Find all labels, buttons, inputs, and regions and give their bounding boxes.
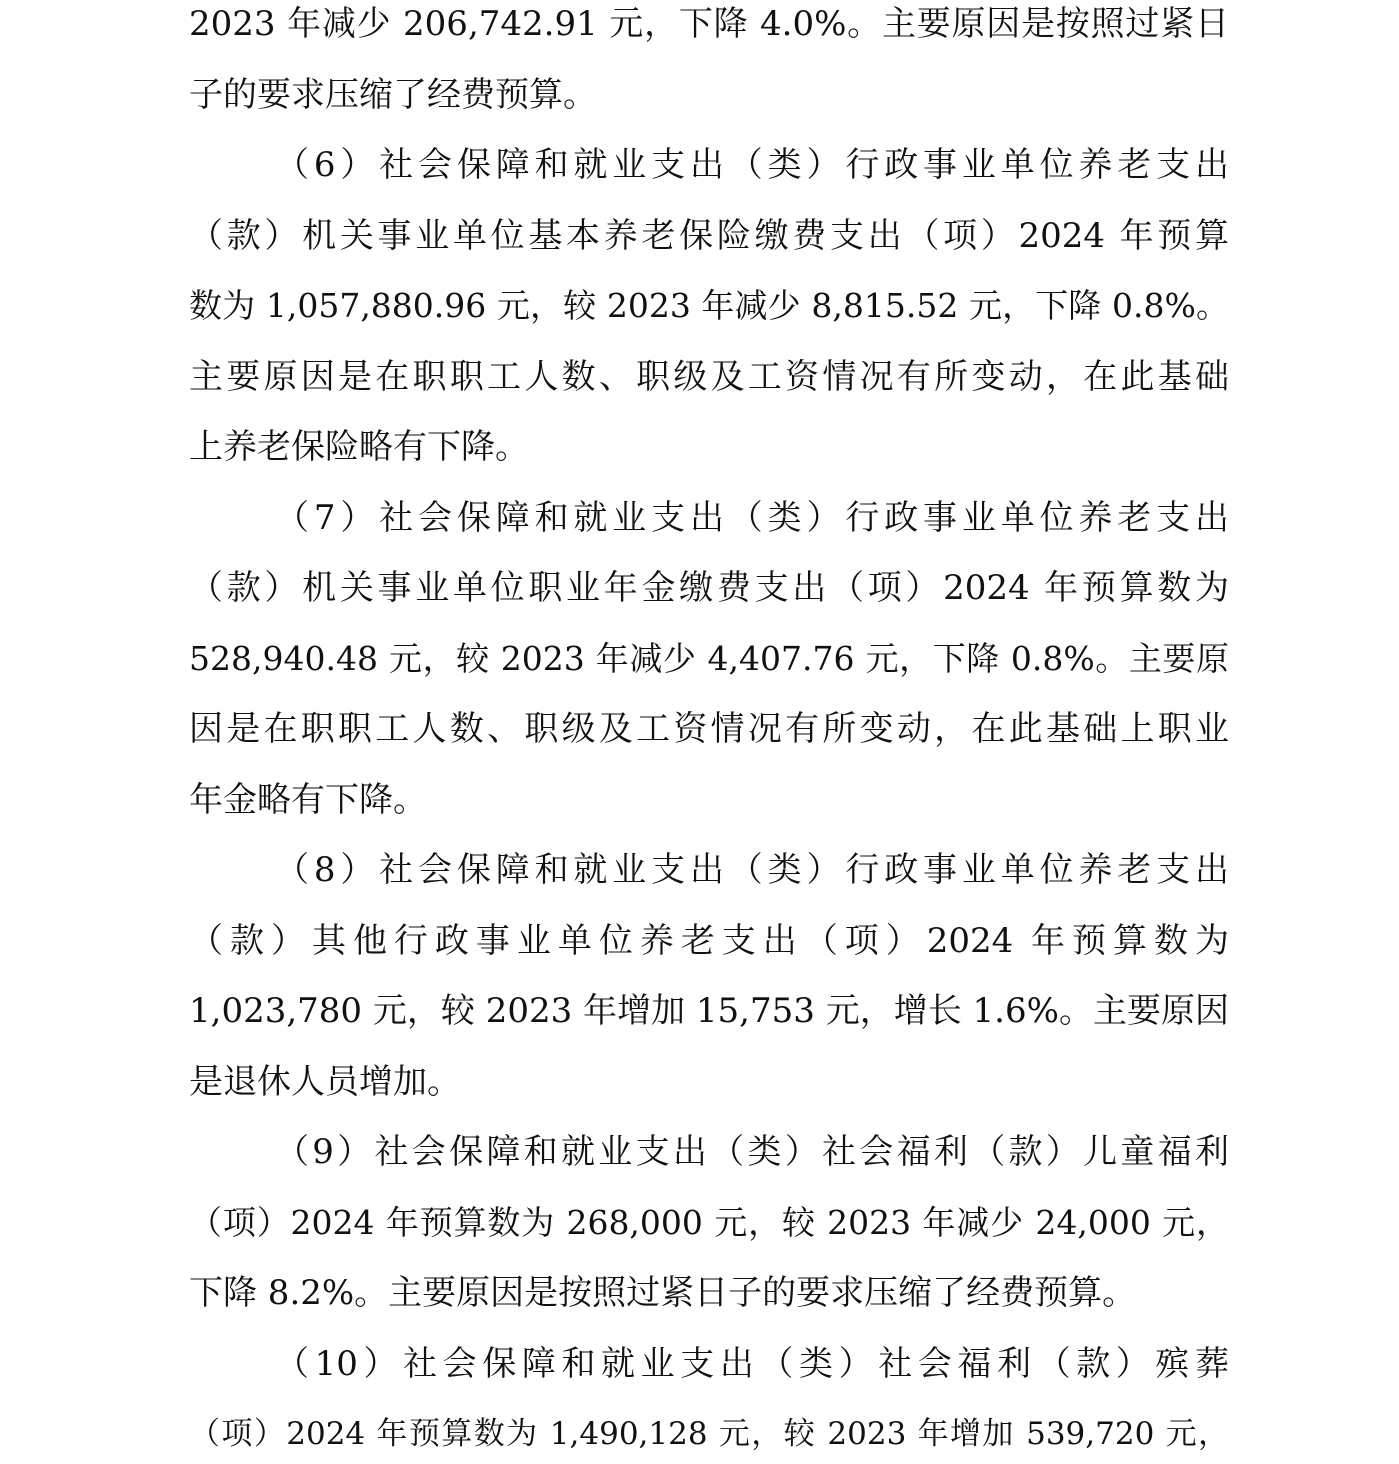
text-line-7: 上养老保险略有下降。	[189, 427, 529, 467]
text-line-19: 下降 8.2%。主要原因是按照过紧日子的要求压缩了经费预算。	[189, 1273, 1137, 1313]
text-line-18: （项）2024 年预算数为 268,000 元，较 2023 年减少 24,000 元，	[189, 1203, 1229, 1242]
text-line-4: （款）机关事业单位基本养老保险缴费支出（项）2024 年预算	[189, 216, 1229, 256]
paragraph-10-heading: （10）社会保障和就业支出（类）社会福利（款）殡葬	[275, 1344, 1229, 1384]
text-line-12: 年金略有下降。	[189, 780, 427, 820]
text-line-2: 子的要求压缩了经费预算。	[189, 75, 597, 115]
text-line-15: 1,023,780 元，较 2023 年增加 15,753 元，增长 1.6%。主要原因	[189, 991, 1229, 1031]
paragraph-7-heading: （7）社会保障和就业支出（类）行政事业单位养老支出	[275, 498, 1229, 538]
paragraph-6-heading: （6）社会保障和就业支出（类）行政事业单位养老支出	[275, 145, 1229, 185]
text-line-10: 528,940.48 元，较 2023 年减少 4,407.76 元，下降 0.8%。主要原	[189, 639, 1229, 678]
paragraph-9-heading: （9）社会保障和就业支出（类）社会福利（款）儿童福利	[275, 1132, 1229, 1172]
text-line-9: （款）机关事业单位职业年金缴费支出（项）2024 年预算数为	[189, 568, 1229, 608]
text-line-11: 因是在职职工人数、职级及工资情况有所变动，在此基础上职业	[189, 709, 1229, 749]
text-line-21: （项）2024 年预算数为 1,490,128 元，较 2023 年增加 539,720 元，	[189, 1416, 1229, 1452]
text-line-5: 数为 1,057,880.96 元，较 2023 年减少 8,815.52 元，下降 0.8%。	[189, 286, 1229, 325]
paragraph-8-heading: （8）社会保障和就业支出（类）行政事业单位养老支出	[275, 850, 1229, 890]
text-line-6: 主要原因是在职职工人数、职级及工资情况有所变动，在此基础	[189, 357, 1229, 397]
text-line-1: 2023 年减少 206,742.91 元，下降 4.0%。主要原因是按照过紧日	[189, 4, 1229, 44]
text-line-14: （款）其他行政事业单位养老支出（项）2024 年预算数为	[189, 921, 1229, 961]
text-line-16: 是退休人员增加。	[189, 1062, 461, 1102]
